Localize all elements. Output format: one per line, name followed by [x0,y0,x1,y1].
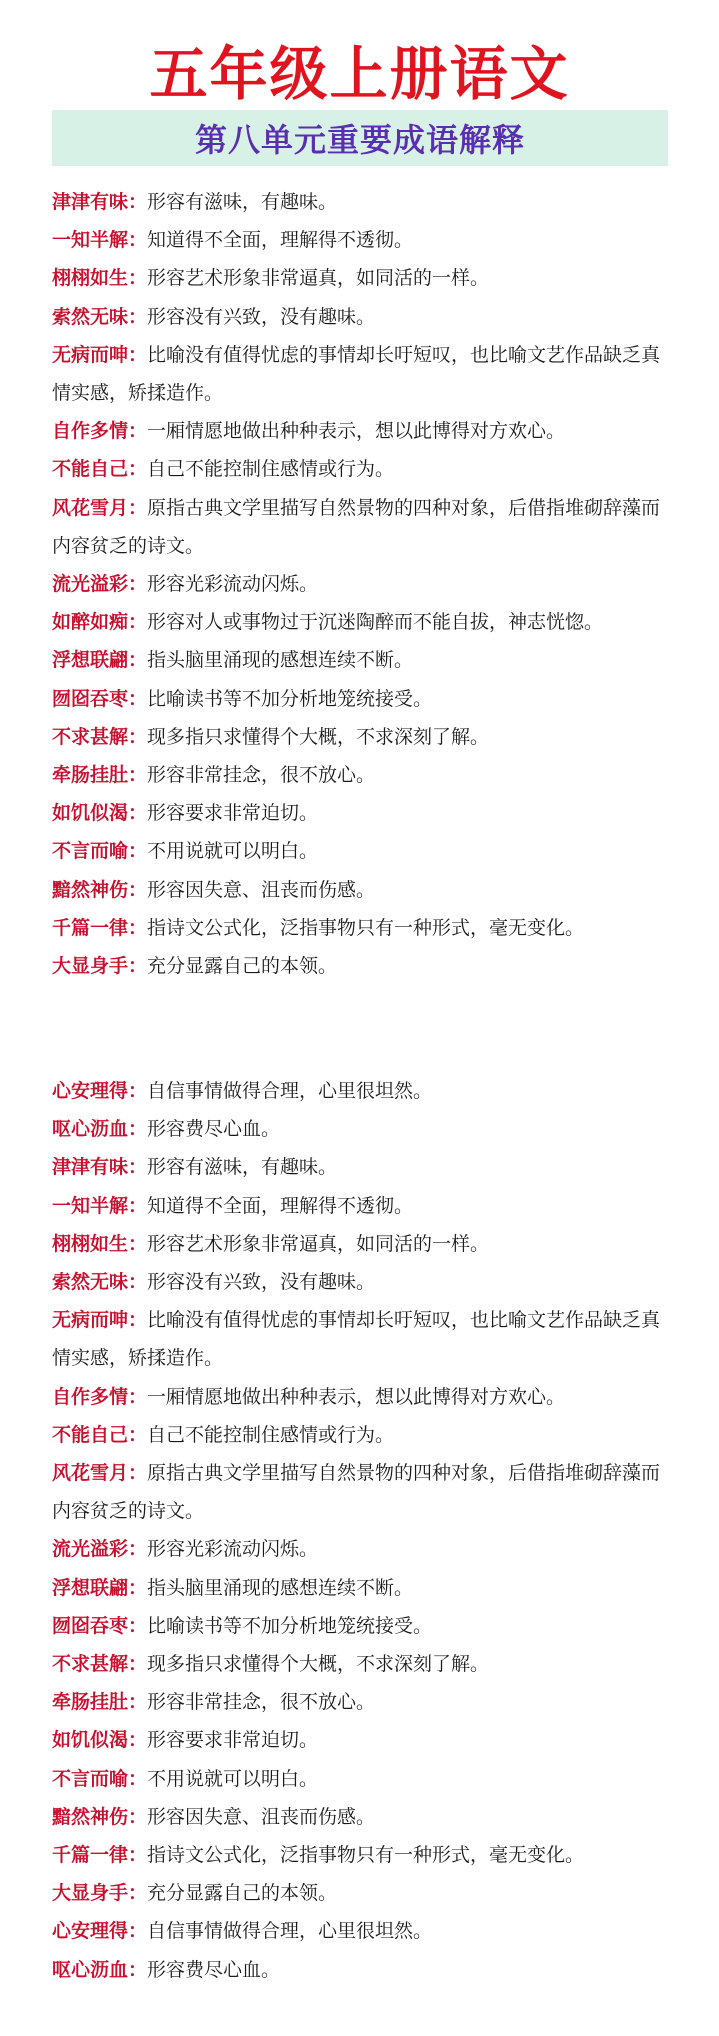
idiom-definition: 形容非常挂念，很不放心。 [147,1691,376,1714]
idiom-definition: 知道得不全面，理解得不透彻。 [147,1194,414,1217]
term-separator: ： [128,1118,148,1141]
idiom-term: 风花雪月 [52,496,129,519]
idiom-term: 流光溢彩 [52,1538,129,1561]
idiom-definition: 形容艺术形象非常逼真，如同活的一样。 [147,267,490,290]
idiom-entry [52,183,672,221]
idiom-definition: 形容费尽心血。 [147,1958,281,1981]
idiom-entry [52,1798,672,1836]
idiom-entry [52,1454,672,1530]
idiom-entry [52,832,672,870]
idiom-entry [52,1607,672,1645]
idiom-entry [52,1912,672,1950]
idiom-entry [52,1148,672,1186]
idiom-definition: 形容对人或事物过于沉迷陶醉而不能自拔，神志恍惚。 [147,611,604,634]
idiom-definition: 形容要求非常迫切。 [147,1729,319,1752]
idiom-term: 如饥似渴 [52,802,129,825]
idiom-term: 千篇一律 [52,916,129,939]
idiom-entry [52,756,672,794]
idiom-term: 囫囵吞枣 [52,1614,129,1637]
idiom-definition: 原指古典文学里描写自然景物的四种对象，后借指堆砌辞藻而内容贫乏的诗文。 [52,496,661,557]
term-separator: ： [128,649,148,672]
idiom-term: 浮想联翩 [52,1576,129,1599]
idiom-term: 不能自己 [52,458,129,481]
idiom-entry [52,1836,672,1874]
idiom-term: 无病而呻 [52,1309,129,1332]
idiom-term: 大显身手 [52,1882,129,1905]
idiom-term: 黯然神伤 [52,1805,129,1828]
idiom-term: 一知半解 [52,229,129,252]
term-separator: ： [128,229,148,252]
idiom-entry [52,221,672,259]
idiom-entry [52,718,672,756]
idiom-entry [52,1951,672,1989]
term-separator: ： [128,191,148,213]
term-separator: ： [128,458,148,481]
idiom-definition: 自己不能控制住感情或行为。 [147,1423,395,1446]
term-separator: ： [128,611,148,634]
idiom-definition: 知道得不全面，理解得不透彻。 [147,229,414,252]
idiom-definition: 指头脑里涌现的感想连续不断。 [147,1576,414,1599]
idiom-term: 栩栩如生 [52,1232,129,1255]
term-separator: ： [128,1194,148,1217]
idiom-term: 囫囵吞枣 [52,687,129,710]
term-separator: ： [128,343,148,366]
idiom-entry [52,1874,672,1912]
idiom-term: 津津有味 [52,1156,129,1179]
idiom-term: 索然无味 [52,305,129,328]
idiom-term: 如饥似渴 [52,1729,129,1752]
idiom-entry [52,1378,672,1416]
term-separator: ： [128,1462,148,1485]
idiom-term: 索然无味 [52,1271,129,1294]
term-separator: ： [128,1958,148,1981]
idiom-entry [52,871,672,909]
idiom-term: 浮想联翩 [52,649,129,672]
idiom-entry [52,1645,672,1683]
idiom-entry [52,603,672,641]
idiom-definition: 自信事情做得合理，心里很坦然。 [147,1920,433,1943]
term-separator: ： [128,305,148,328]
idiom-definition: 形容没有兴致，没有趣味。 [147,1271,376,1294]
term-separator: ： [128,420,148,443]
idiom-definition: 形容光彩流动闪烁。 [147,1538,319,1561]
term-separator: ： [128,1385,148,1408]
idiom-definition: 形容因失意、沮丧而伤感。 [147,1805,376,1828]
idiom-term: 千篇一律 [52,1844,129,1867]
idiom-definition: 自己不能控制住感情或行为。 [147,458,395,481]
term-separator: ： [128,1805,148,1828]
term-separator: ： [128,1920,148,1943]
idiom-entry [52,1301,672,1377]
idiom-entry [52,1263,672,1301]
idiom-term: 大显身手 [52,955,129,978]
idiom-term: 无病而呻 [52,343,129,366]
idiom-entry [52,1225,672,1263]
idiom-entry [52,489,672,565]
idiom-term: 自作多情 [52,1385,129,1408]
idiom-term: 不言而喻 [52,1767,129,1790]
idiom-term: 牵肠挂肚 [52,764,129,787]
idiom-definition: 形容有滋味，有趣味。 [147,191,338,213]
term-separator: ： [128,916,148,939]
idiom-entry [52,1110,672,1148]
idiom-definition: 不用说就可以明白。 [147,840,319,863]
term-separator: ： [128,573,148,596]
idiom-term: 黯然神伤 [52,878,129,901]
idiom-term: 流光溢彩 [52,573,129,596]
idiom-definition: 形容非常挂念，很不放心。 [147,764,376,787]
term-separator: ： [128,1156,148,1179]
idiom-term: 不求甚解 [52,1653,129,1676]
idiom-entry [52,1072,672,1110]
idiom-definition: 比喻没有值得忧虑的事情却长吁短叹，也比喻文艺作品缺乏真情实感，矫揉造作。 [52,1309,661,1370]
term-separator: ： [128,1232,148,1255]
idiom-term: 风花雪月 [52,1462,129,1485]
term-separator: ： [128,1423,148,1446]
term-separator: ： [128,1080,148,1102]
idiom-term: 如醉如痴 [52,611,129,634]
idiom-term: 心安理得 [52,1920,129,1943]
idiom-definition: 比喻读书等不加分析地笼统接受。 [147,687,433,710]
idiom-definition: 不用说就可以明白。 [147,1767,319,1790]
idiom-entry [52,298,672,336]
subtitle-banner [52,110,668,166]
idiom-definition: 指诗文公式化，泛指事物只有一种形式，毫无变化。 [147,1844,585,1867]
page-subtitle: 第八单元重要成语解释 [194,121,525,159]
term-separator: ： [128,802,148,825]
idiom-entry [52,947,672,985]
idiom-entry [52,565,672,603]
idiom-definition: 一厢情愿地做出种种表示，想以此博得对方欢心。 [147,1385,566,1408]
idiom-definition: 形容没有兴致，没有趣味。 [147,305,376,328]
idiom-definition: 现多指只求懂得个大概，不求深刻了解。 [147,1653,490,1676]
term-separator: ： [128,1844,148,1867]
idiom-entry [52,450,672,488]
idiom-entry [52,680,672,718]
term-separator: ： [128,1729,148,1752]
idiom-definition: 原指古典文学里描写自然景物的四种对象，后借指堆砌辞藻而内容贫乏的诗文。 [52,1462,661,1523]
idiom-term: 不能自己 [52,1423,129,1446]
idiom-term: 一知半解 [52,1194,129,1217]
idiom-entry [52,1416,672,1454]
idiom-term: 不求甚解 [52,725,129,748]
idiom-entry [52,1721,672,1759]
idiom-definition: 现多指只求懂得个大概，不求深刻了解。 [147,725,490,748]
idiom-definition: 比喻没有值得忧虑的事情却长吁短叹，也比喻文艺作品缺乏真情实感，矫揉造作。 [52,343,661,405]
term-separator: ： [128,1882,148,1905]
term-separator: ： [128,1767,148,1790]
term-separator: ： [128,687,148,710]
term-separator: ： [128,496,148,519]
term-separator: ： [128,1653,148,1676]
idiom-definition: 形容要求非常迫切。 [147,802,319,825]
term-separator: ： [128,1309,148,1332]
idiom-entry [52,1530,672,1568]
idiom-entry [52,641,672,679]
idiom-term: 不言而喻 [52,840,129,863]
idiom-definition: 形容因失意、沮丧而伤感。 [147,878,376,901]
idiom-entry [52,1683,672,1721]
term-separator: ： [128,955,148,978]
term-separator: ： [128,1538,148,1561]
idiom-list-2 [52,1072,672,1989]
term-separator: ： [128,1614,148,1637]
idiom-entry [52,412,672,450]
idiom-term: 呕心沥血 [52,1958,129,1981]
idiom-entry [52,1187,672,1225]
idiom-definition: 形容费尽心血。 [147,1118,281,1141]
idiom-term: 津津有味 [52,191,129,213]
idiom-term: 呕心沥血 [52,1118,129,1141]
idiom-entry [52,259,672,297]
idiom-term: 自作多情 [52,420,129,443]
idiom-entry [52,794,672,832]
idiom-list-1 [52,183,672,985]
idiom-entry [52,1760,672,1798]
idiom-term: 牵肠挂肚 [52,1691,129,1714]
idiom-definition: 指头脑里涌现的感想连续不断。 [147,649,414,672]
term-separator: ： [128,840,148,863]
idiom-definition: 充分显露自己的本领。 [147,1882,338,1905]
term-separator: ： [128,267,148,290]
idiom-definition: 充分显露自己的本领。 [147,955,338,978]
page-title: 五年级上册语文 [149,40,570,108]
term-separator: ： [128,725,148,748]
term-separator: ： [128,878,148,901]
idiom-definition: 形容有滋味，有趣味。 [147,1156,338,1179]
idiom-definition: 一厢情愿地做出种种表示，想以此博得对方欢心。 [147,420,566,443]
idiom-definition: 自信事情做得合理，心里很坦然。 [147,1080,433,1102]
idiom-definition: 比喻读书等不加分析地笼统接受。 [147,1614,433,1637]
idiom-term: 栩栩如生 [52,267,129,290]
term-separator: ： [128,1271,148,1294]
idiom-definition: 指诗文公式化，泛指事物只有一种形式，毫无变化。 [147,916,585,939]
term-separator: ： [128,764,148,787]
term-separator: ： [128,1691,148,1714]
idiom-entry [52,909,672,947]
idiom-term: 心安理得 [52,1080,129,1102]
term-separator: ： [128,1576,148,1599]
idiom-entry [52,1569,672,1607]
idiom-definition: 形容光彩流动闪烁。 [147,573,319,596]
idiom-entry [52,336,672,412]
idiom-definition: 形容艺术形象非常逼真，如同活的一样。 [147,1232,490,1255]
